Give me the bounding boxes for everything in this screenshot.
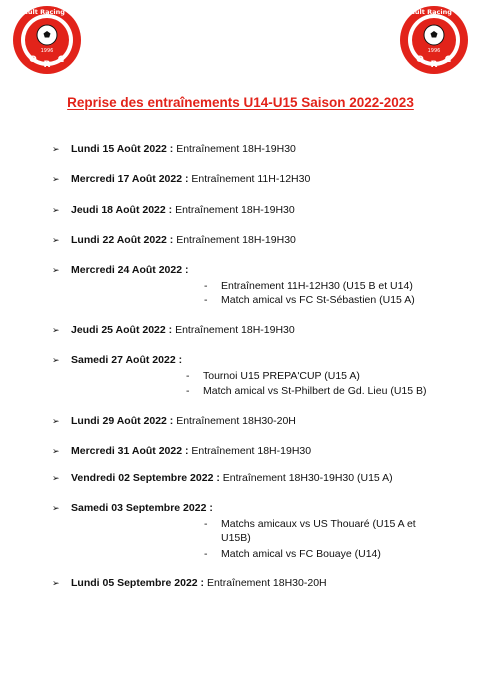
arrow-bullet-icon: ➢: [52, 355, 60, 365]
sub-item-text: Entraînement 11H-12H30 (U15 B et U14): [221, 280, 413, 292]
sub-item-text: Matchs amicaux vs US Thouaré (U15 A et: [221, 518, 416, 530]
schedule-detail: Entraînement 18H-19H30: [191, 445, 312, 457]
arrow-bullet-icon: ➢: [52, 503, 60, 513]
sub-item-text: Match amical vs FC St-Sébastien (U15 A): [221, 294, 415, 306]
schedule-detail: Entraînement 18H-19H30: [176, 143, 296, 155]
arrow-bullet-icon: ➢: [52, 174, 60, 184]
schedule-detail: Entraînement 18H30-19H30 (U15 A): [222, 472, 393, 484]
logo-club-name: Orvault Racing Club: [11, 8, 83, 16]
schedule-detail: Entraînement 11H-12H30: [191, 173, 311, 185]
sub-item-text: Match amical vs St-Philbert de Gd. Lieu (U15 B): [203, 385, 427, 397]
logo-letter-r: R: [430, 60, 438, 70]
schedule-date: Lundi 15 Août 2022 :: [71, 143, 174, 155]
schedule-date: Samedi 27 Août 2022 :: [71, 354, 183, 366]
club-logo-right: [398, 4, 470, 76]
schedule-detail: Entraînement 18H-19H30: [175, 324, 295, 336]
schedule-date: Mercredi 31 Août 2022 :: [71, 445, 189, 457]
schedule-date: Lundi 29 Août 2022 :: [71, 415, 174, 427]
sub-item-text: U15B): [221, 532, 251, 544]
logo-year: 1996: [427, 48, 441, 54]
schedule-date: Jeudi 18 Août 2022 :: [71, 204, 173, 216]
club-logo-left: [11, 4, 83, 76]
arrow-bullet-icon: ➢: [52, 473, 60, 483]
arrow-bullet-icon: ➢: [52, 144, 60, 154]
schedule-date: Mercredi 17 Août 2022 :: [71, 173, 189, 185]
schedule-date: Vendredi 02 Septembre 2022 :: [71, 472, 220, 484]
arrow-bullet-icon: ➢: [52, 205, 60, 215]
logo-letter-r: R: [43, 60, 51, 70]
logo-year: 1996: [40, 48, 54, 54]
logo-letter-c: C: [57, 55, 65, 65]
schedule-date: Lundi 22 Août 2022 :: [71, 234, 174, 246]
schedule-detail: Entraînement 18H30-20H: [176, 415, 296, 427]
schedule-date: Jeudi 25 Août 2022 :: [71, 324, 173, 336]
arrow-bullet-icon: ➢: [52, 235, 60, 245]
logo-letter-o: O: [29, 55, 37, 65]
logo-letter-c: C: [444, 55, 452, 65]
schedule-date: Mercredi 24 Août 2022 :: [71, 264, 189, 276]
schedule-date: Lundi 05 Septembre 2022 :: [71, 577, 205, 589]
schedule-detail: Entraînement 18H30-20H: [206, 577, 327, 589]
arrow-bullet-icon: ➢: [52, 416, 60, 426]
schedule-date: Samedi 03 Septembre 2022 :: [71, 502, 213, 514]
sub-item-text: Tournoi U15 PREPA'CUP (U15 A): [203, 370, 360, 382]
logo-letter-o: O: [416, 55, 424, 65]
arrow-bullet-icon: ➢: [52, 325, 60, 335]
schedule-detail: Entraînement 18H-19H30: [176, 234, 296, 246]
page-title: Reprise des entraînements U14-U15 Saison 2022-2023: [67, 95, 414, 110]
arrow-bullet-icon: ➢: [52, 446, 60, 456]
sub-item-text: Match amical vs FC Bouaye (U14): [221, 548, 381, 560]
logo-club-name: Orvault Racing Club: [398, 8, 470, 16]
schedule-detail: Entraînement 18H-19H30: [175, 204, 295, 216]
arrow-bullet-icon: ➢: [52, 578, 60, 588]
arrow-bullet-icon: ➢: [52, 265, 60, 275]
